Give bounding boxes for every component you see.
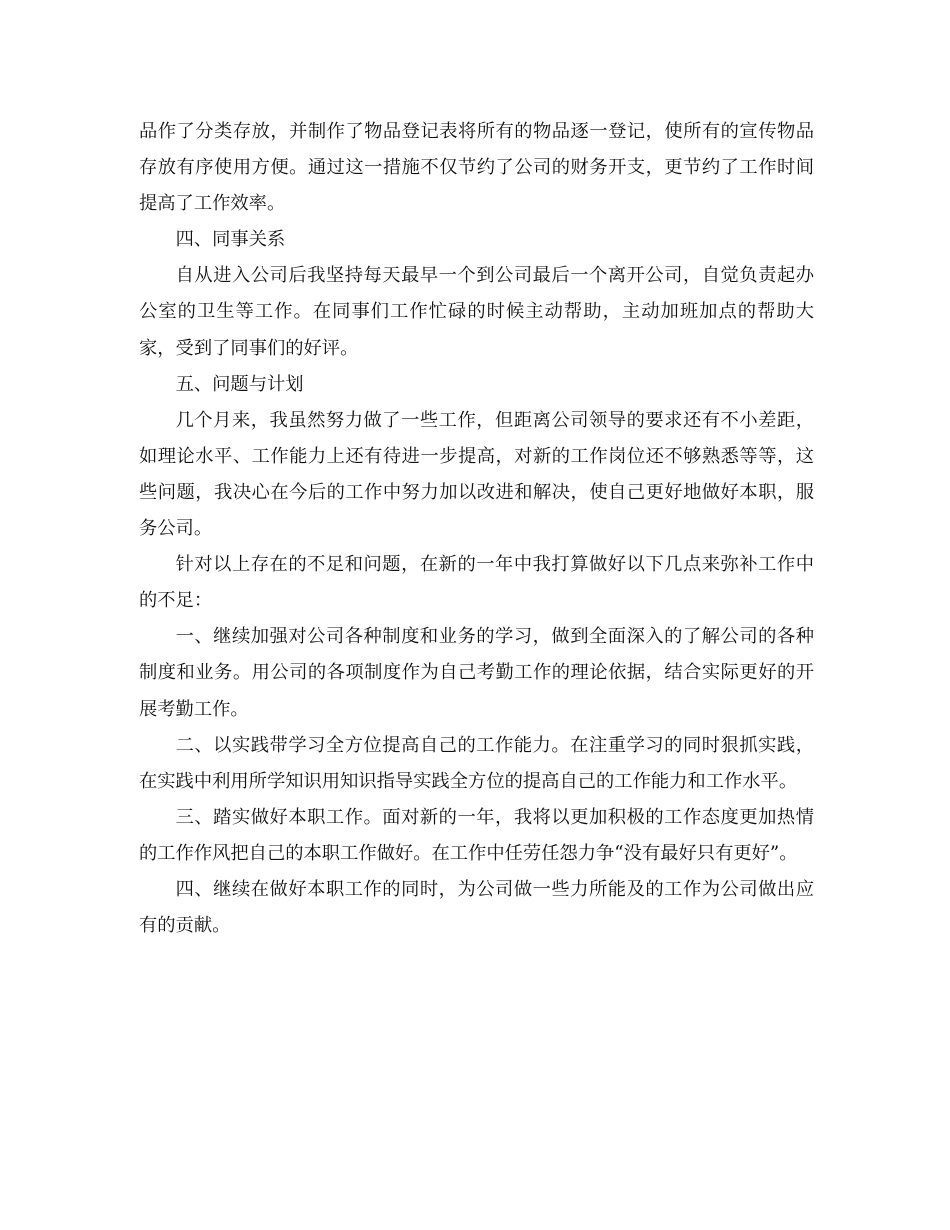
paragraph-plan-item-3: 三、踏实做好本职工作。面对新的一年，我将以更加积极的工作态度更加热情的工作作风把自己的本职工作做好。在工作中任劳任怨力争“没有最好只有更好”。 — [139, 806, 814, 864]
paragraph-plan-item-2: 二、以实践带学习全方位提高自己的工作能力。在注重学习的同时狠抓实践，在实践中利用所学知识用知识指导实践全方位的提高自己的工作能力和工作水平。 — [139, 734, 814, 792]
paragraph-colleague-relations: 自从进入公司后我坚持每天最早一个到公司最后一个离开公司，自觉负责起办公室的卫生等工作。在同事们工作忙碌的时候主动帮助，主动加班加点的帮助大家，受到了同事们的好评。 — [139, 265, 814, 359]
document-body — [139, 114, 814, 944]
section-heading-colleague-relations: 四、同事关系 — [175, 229, 286, 251]
paragraph-plan-item-1: 一、继续加强对公司各种制度和业务的学习，做到全面深入的了解公司的各种制度和业务。用公司的各项制度作为自己考勤工作的理论依据，结合实际更好的开展考勤工作。 — [139, 626, 814, 720]
paragraph-problems: 几个月来，我虽然努力做了一些工作，但距离公司领导的要求还有不小差距，如理论水平、工作能力上还有待进一步提高，对新的工作岗位还不够熟悉等等，这些问题，我决心在今后的工作中努力加以改进和解决，使自己更好地做好本职，服务公司。 — [139, 409, 814, 540]
paragraph-continuation: 品作了分类存放，并制作了物品登记表将所有的物品逐一登记，使所有的宣传物品存放有序使用方便。通过这一措施不仅节约了公司的财务开支，更节约了工作时间提高了工作效率。 — [139, 121, 814, 215]
section-heading-problems-and-plans: 五、问题与计划 — [175, 373, 304, 395]
paragraph-plan-intro: 针对以上存在的不足和问题，在新的一年中我打算做好以下几点来弥补工作中的不足： — [139, 554, 814, 612]
paragraph-plan-item-4: 四、继续在做好本职工作的同时，为公司做一些力所能及的工作为公司做出应有的贡献。 — [139, 878, 814, 937]
